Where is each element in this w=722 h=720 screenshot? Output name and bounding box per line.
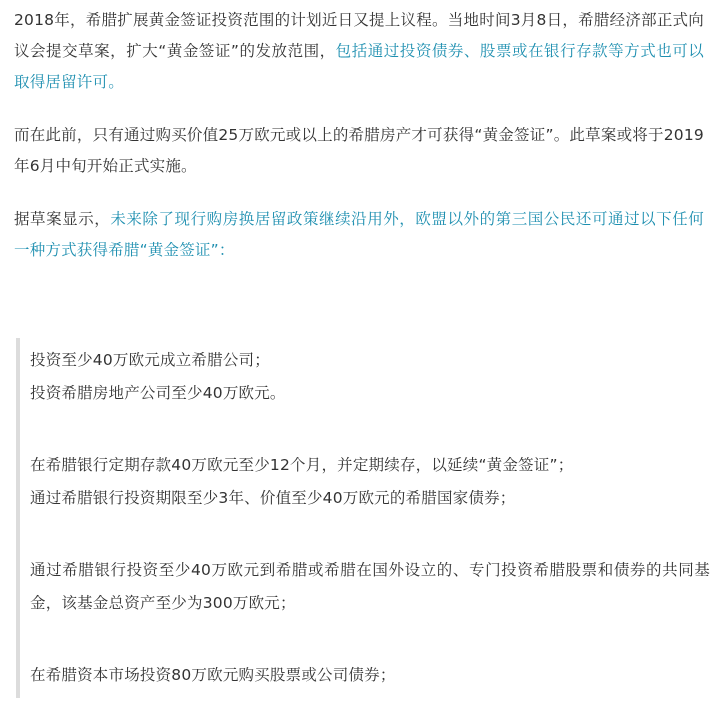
quote-spacer <box>30 514 710 554</box>
blockquote-content <box>20 338 710 692</box>
paragraph-draft-details <box>14 204 704 266</box>
option-capital-market: 在希腊资本市场投资80万欧元购买股票或公司债券； <box>30 666 396 684</box>
paragraph-intro-highlight: 包括通过投资债券、股票或在银行存款等方式也可以取得居留许可。 <box>14 42 705 91</box>
option-group-capital-market <box>30 659 710 692</box>
option-mutual-fund: 通过希腊银行投资至少40万欧元到希腊或希腊在国外设立的、专门投资希腊股票和债券的共同基金，该基金总资产至少为300万欧元； <box>30 561 710 612</box>
article-body <box>14 5 704 266</box>
option-company-investment: 投资至少40万欧元成立希腊公司； <box>30 351 270 369</box>
option-group-fund <box>30 554 710 619</box>
paragraph-previous-policy: 而在此前，只有通过购买价值25万欧元或以上的希腊房产才可获得“黄金签证”。此草案或将于2019年6月中旬开始正式实施。 <box>14 126 704 175</box>
paragraph-intro-text: 2018年，希腊扩展黄金签证投资范围的计划近日又提上议程。当地时间3月8日，希腊经济部正式向议会提交草案，扩大“黄金签证”的发放范围， <box>14 11 704 60</box>
paragraph-intro <box>14 5 704 98</box>
blockquote-options <box>16 338 710 698</box>
quote-spacer <box>30 619 710 659</box>
option-bank-deposit: 在希腊银行定期存款40万欧元至少12个月，并定期续存，以延续“黄金签证”； <box>30 456 574 474</box>
paragraph-draft-lead: 据草案显示， <box>14 210 111 228</box>
quote-spacer <box>30 409 710 449</box>
option-group-deposit-bonds <box>30 449 710 514</box>
option-group-company <box>30 338 710 409</box>
paragraph-draft-highlight: 未来除了现行购房换居留政策继续沿用外，欧盟以外的第三国公民还可通过以下任何一种方式获得希腊“黄金签证”： <box>14 210 704 259</box>
option-government-bonds: 通过希腊银行投资期限至少3年、价值至少40万欧元的希腊国家债券； <box>30 488 516 507</box>
option-real-estate-company: 投资希腊房地产公司至少40万欧元。 <box>30 383 286 402</box>
